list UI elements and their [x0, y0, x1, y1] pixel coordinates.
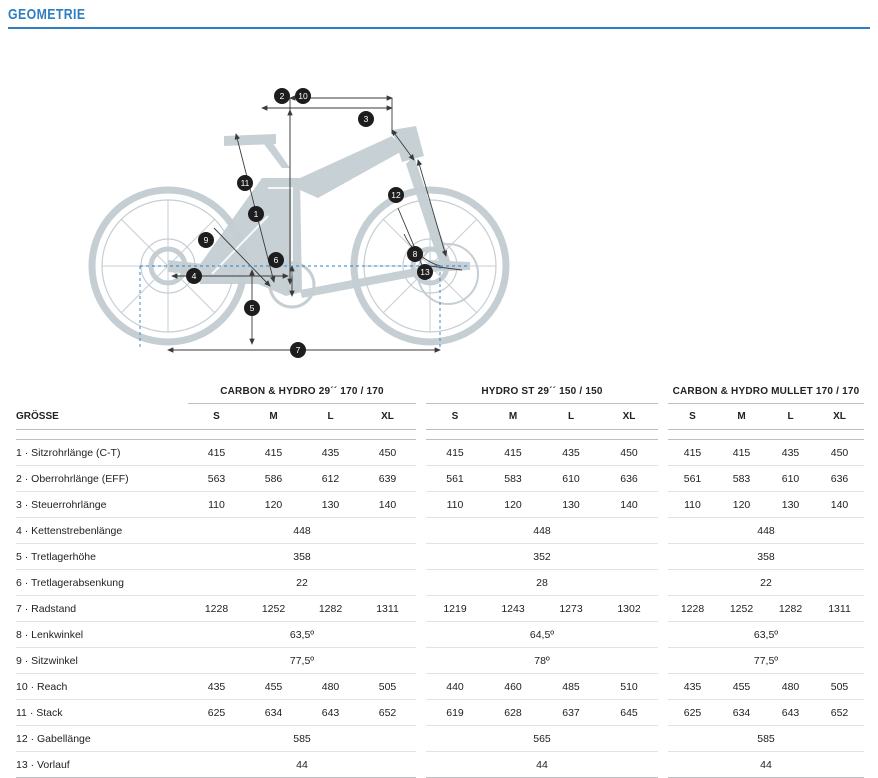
- block1-title: CARBON & HYDRO 29´´ 170 / 170: [188, 382, 416, 404]
- size-label: GRÖSSE: [16, 404, 188, 430]
- table-row: [426, 544, 658, 570]
- block-title-row: [426, 382, 658, 404]
- callout-9: 9: [203, 235, 209, 245]
- header-gap-row: [668, 430, 864, 440]
- cell: 610: [766, 466, 815, 492]
- cell: 415: [484, 440, 542, 466]
- table-row: [668, 674, 864, 700]
- cell: 435: [302, 440, 359, 466]
- row-label: 11 · Stack: [16, 700, 188, 726]
- cell: 645: [600, 700, 658, 726]
- cell: 140: [600, 492, 658, 518]
- table-row: [16, 440, 416, 466]
- table-row: [16, 648, 416, 674]
- cell: 639: [359, 466, 416, 492]
- table-row: [426, 440, 658, 466]
- block3-title: CARBON & HYDRO MULLET 170 / 170: [668, 382, 864, 404]
- cell: 583: [717, 466, 766, 492]
- size-xl: XL: [600, 404, 658, 430]
- cell: 44: [668, 752, 864, 778]
- cell: 561: [426, 466, 484, 492]
- cell: 561: [668, 466, 717, 492]
- title-divider: [8, 27, 870, 29]
- row-label: 1 · Sitzrohrlänge (C-T): [16, 440, 188, 466]
- cell: 619: [426, 700, 484, 726]
- callout-13: 13: [420, 267, 430, 277]
- cell: 510: [600, 674, 658, 700]
- size-m: M: [717, 404, 766, 430]
- cell: 77,5º: [668, 648, 864, 674]
- table-row: [426, 622, 658, 648]
- row-label: 2 · Oberrohrlänge (EFF): [16, 466, 188, 492]
- cell: 450: [359, 440, 416, 466]
- cell: 435: [668, 674, 717, 700]
- cell: 110: [188, 492, 245, 518]
- callout-11: 11: [240, 178, 250, 188]
- cell: 455: [245, 674, 302, 700]
- table-carbon-hydro-29: [16, 382, 416, 778]
- cell: 78º: [426, 648, 658, 674]
- cell: 455: [717, 674, 766, 700]
- cell: 1282: [302, 596, 359, 622]
- cell: 636: [600, 466, 658, 492]
- size-header-row: [16, 404, 416, 430]
- page-title: GEOMETRIE: [8, 6, 86, 23]
- table-row: [668, 466, 864, 492]
- cell: 22: [668, 570, 864, 596]
- row-label: 8 · Lenkwinkel: [16, 622, 188, 648]
- table-row: [426, 518, 658, 544]
- row-label: 3 · Steuerrohrlänge: [16, 492, 188, 518]
- size-s: S: [188, 404, 245, 430]
- cell: 585: [668, 726, 864, 752]
- size-m: M: [245, 404, 302, 430]
- cell: 565: [426, 726, 658, 752]
- cell: 652: [815, 700, 864, 726]
- bike-silhouette: [92, 126, 506, 342]
- table-row: [16, 466, 416, 492]
- cell: 450: [815, 440, 864, 466]
- cell: 1252: [245, 596, 302, 622]
- dimension-lines: [140, 98, 470, 350]
- row-label: 13 · Vorlauf: [16, 752, 188, 778]
- cell: 637: [542, 700, 600, 726]
- cell: 1228: [668, 596, 717, 622]
- callout-12: 12: [391, 190, 401, 200]
- size-m: M: [484, 404, 542, 430]
- row-label: 4 · Kettenstrebenlänge: [16, 518, 188, 544]
- size-s: S: [426, 404, 484, 430]
- table-row: [16, 570, 416, 596]
- row-label: 10 · Reach: [16, 674, 188, 700]
- row-label: 9 · Sitzwinkel: [16, 648, 188, 674]
- cell: 130: [766, 492, 815, 518]
- cell: 415: [245, 440, 302, 466]
- callout-6: 6: [273, 255, 279, 265]
- cell: 120: [717, 492, 766, 518]
- table-row: [426, 674, 658, 700]
- size-s: S: [668, 404, 717, 430]
- block-title-row: [16, 382, 416, 404]
- page-header: [8, 6, 870, 29]
- cell: 352: [426, 544, 658, 570]
- cell: 435: [766, 440, 815, 466]
- cell: 435: [188, 674, 245, 700]
- cell: 110: [426, 492, 484, 518]
- cell: 505: [815, 674, 864, 700]
- cell: 643: [766, 700, 815, 726]
- table-row: [16, 518, 416, 544]
- cell: 625: [668, 700, 717, 726]
- cell: 485: [542, 674, 600, 700]
- cell: 628: [484, 700, 542, 726]
- table-row: [16, 674, 416, 700]
- cell: 448: [426, 518, 658, 544]
- size-xl: XL: [815, 404, 864, 430]
- size-header-row: [668, 404, 864, 430]
- cell: 610: [542, 466, 600, 492]
- table-row: [668, 622, 864, 648]
- table-row: [668, 648, 864, 674]
- table-row: [16, 622, 416, 648]
- table-row: [16, 596, 416, 622]
- cell: 480: [766, 674, 815, 700]
- callout-3: 3: [363, 114, 369, 124]
- table-row: [426, 752, 658, 778]
- cell: 1311: [359, 596, 416, 622]
- block-title-spacer: [16, 382, 188, 404]
- cell: 634: [245, 700, 302, 726]
- table-row: [668, 518, 864, 544]
- cell: 612: [302, 466, 359, 492]
- table-row: [668, 752, 864, 778]
- block-title-row: [668, 382, 864, 404]
- cell: 435: [542, 440, 600, 466]
- row-label: 5 · Tretlagerhöhe: [16, 544, 188, 570]
- cell: 28: [426, 570, 658, 596]
- table-row: [668, 544, 864, 570]
- cell: 120: [245, 492, 302, 518]
- callout-5: 5: [249, 303, 255, 313]
- cell: 415: [717, 440, 766, 466]
- cell: 63,5º: [188, 622, 416, 648]
- cell: 1282: [766, 596, 815, 622]
- cell: 140: [815, 492, 864, 518]
- cell: 1228: [188, 596, 245, 622]
- cell: 140: [359, 492, 416, 518]
- table-row: [16, 492, 416, 518]
- cell: 415: [188, 440, 245, 466]
- cell: 110: [668, 492, 717, 518]
- table-row: [668, 726, 864, 752]
- cell: 505: [359, 674, 416, 700]
- callout-4: 4: [191, 271, 197, 281]
- table-row: [426, 466, 658, 492]
- geometry-diagram: [0, 38, 878, 378]
- cell: 1302: [600, 596, 658, 622]
- cell: 22: [188, 570, 416, 596]
- cell: 586: [245, 466, 302, 492]
- callout-7: 7: [295, 345, 301, 355]
- table-row: [426, 492, 658, 518]
- table-row: [668, 492, 864, 518]
- cell: 415: [668, 440, 717, 466]
- cell: 44: [188, 752, 416, 778]
- cell: 1243: [484, 596, 542, 622]
- size-l: L: [766, 404, 815, 430]
- cell: 625: [188, 700, 245, 726]
- cell: 1311: [815, 596, 864, 622]
- block2-title: HYDRO ST 29´´ 150 / 150: [426, 382, 658, 404]
- table-row: [668, 440, 864, 466]
- cell: 583: [484, 466, 542, 492]
- cell: 480: [302, 674, 359, 700]
- cell: 1273: [542, 596, 600, 622]
- size-header-row: [426, 404, 658, 430]
- cell: 44: [426, 752, 658, 778]
- geometry-tables: [16, 382, 864, 778]
- table-row: [426, 648, 658, 674]
- header-gap-row: [16, 430, 416, 440]
- table-row: [668, 700, 864, 726]
- cell: 358: [668, 544, 864, 570]
- cell: 450: [600, 440, 658, 466]
- callout-10: 10: [298, 91, 308, 101]
- cell: 130: [542, 492, 600, 518]
- table-row: [16, 726, 416, 752]
- table-hydro-st-29: [426, 382, 658, 778]
- size-l: L: [542, 404, 600, 430]
- cell: 448: [188, 518, 416, 544]
- cell: 563: [188, 466, 245, 492]
- cell: 63,5º: [668, 622, 864, 648]
- cell: 440: [426, 674, 484, 700]
- cell: 77,5º: [188, 648, 416, 674]
- cell: 448: [668, 518, 864, 544]
- header-gap-row: [426, 430, 658, 440]
- cell: 120: [484, 492, 542, 518]
- cell: 1219: [426, 596, 484, 622]
- cell: 652: [359, 700, 416, 726]
- cell: 643: [302, 700, 359, 726]
- cell: 585: [188, 726, 416, 752]
- table-row: [16, 544, 416, 570]
- cell: 358: [188, 544, 416, 570]
- cell: 64,5º: [426, 622, 658, 648]
- cell: 460: [484, 674, 542, 700]
- cell: 415: [426, 440, 484, 466]
- table-carbon-hydro-mullet: [668, 382, 864, 778]
- callout-8: 8: [412, 249, 418, 259]
- size-xl: XL: [359, 404, 416, 430]
- table-row: [426, 596, 658, 622]
- table-row: [668, 570, 864, 596]
- size-l: L: [302, 404, 359, 430]
- cell: 1252: [717, 596, 766, 622]
- row-label: 12 · Gabellänge: [16, 726, 188, 752]
- callout-2: 2: [279, 91, 285, 101]
- table-row: [668, 596, 864, 622]
- row-label: 6 · Tretlagerabsenkung: [16, 570, 188, 596]
- table-row: [16, 700, 416, 726]
- table-row: [16, 752, 416, 778]
- row-label: 7 · Radstand: [16, 596, 188, 622]
- cell: 130: [302, 492, 359, 518]
- table-row: [426, 700, 658, 726]
- table-row: [426, 726, 658, 752]
- callout-1: 1: [253, 209, 259, 219]
- table-row: [426, 570, 658, 596]
- cell: 636: [815, 466, 864, 492]
- cell: 634: [717, 700, 766, 726]
